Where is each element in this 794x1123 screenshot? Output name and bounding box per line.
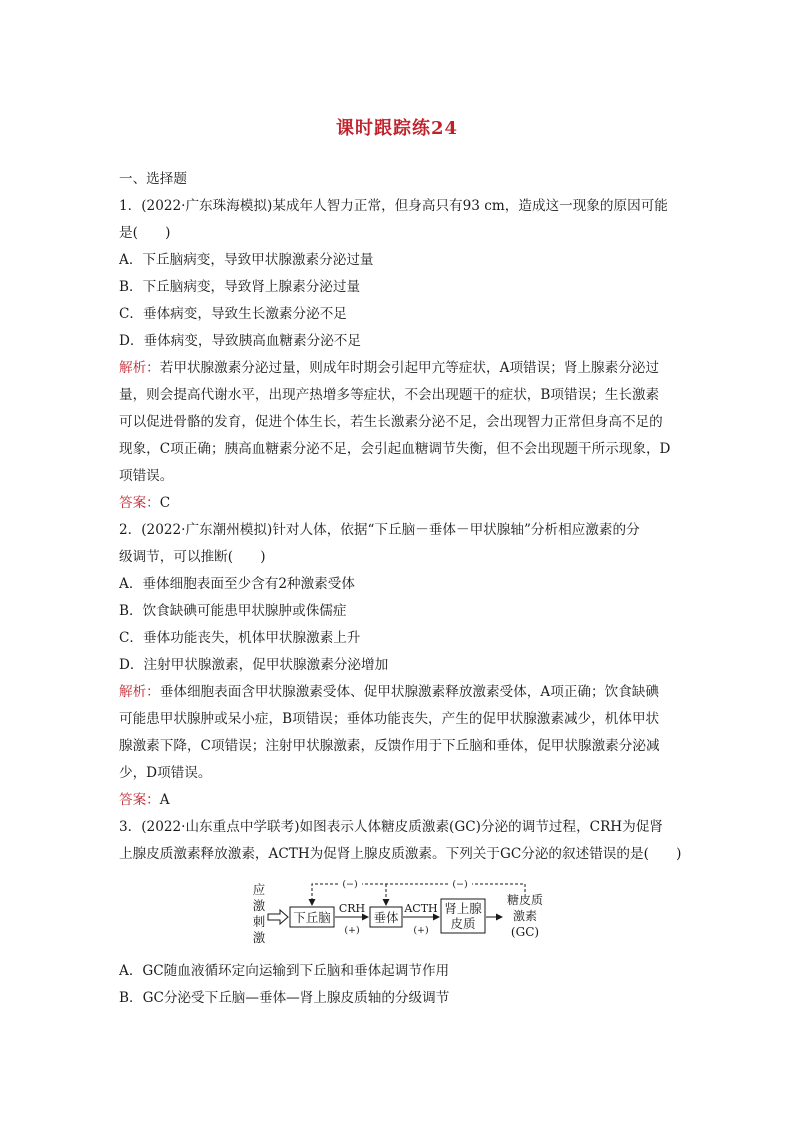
gc-label-line: 糖皮质	[506, 893, 544, 907]
q1-analysis-line: 项错误。	[119, 468, 174, 484]
stimulus-char: 激	[252, 930, 266, 945]
feedback-minus: (−)	[342, 879, 358, 890]
analysis-label: 解析：	[119, 360, 160, 376]
q2-option-d: D．注射甲状腺激素，促甲状腺激素分泌增加	[119, 657, 389, 673]
q2-analysis-line: 腺激素下降，C项错误；注射甲状腺激素，反馈作用于下丘脑和垂体，促甲状腺激素分泌减	[119, 738, 660, 754]
q1-stem-line: 1．(2022·广东珠海模拟)某成年人智力正常，但身高只有93 cm，造成这一现象的原因可能	[119, 198, 668, 214]
q1-answer	[119, 490, 689, 517]
stimulus-char: 应	[252, 882, 266, 897]
question-3	[119, 814, 689, 1012]
answer-label: 答案：	[119, 495, 160, 511]
pituitary-label: 垂体	[373, 910, 399, 925]
adrenal-label-line: 肾上腺	[444, 901, 482, 916]
adrenal-label-line: 皮质	[450, 916, 476, 931]
q2-option-a: A．垂体细胞表面至少含有2种激素受体	[119, 576, 355, 592]
q2-analysis-line	[119, 679, 689, 706]
answer-label: 答案：	[119, 792, 160, 808]
crh-label: CRH	[338, 902, 366, 915]
hypothalamus-label: 下丘脑	[293, 910, 331, 925]
answer-value: A	[159, 792, 170, 808]
q2-option-b: B．饮食缺碘可能患甲状腺肿或侏儒症	[119, 603, 347, 619]
section-heading: 一、选择题	[119, 171, 187, 187]
q2-analysis-line: 可能患甲状腺肿或呆小症，B项错误；垂体功能丧失，产生的促甲状腺激素减少，机体甲状	[119, 711, 660, 727]
q1-analysis-line: 现象，C项正确；胰高血糖素分泌不足，会引起血糖调节失衡，但不会出现题干所示现象，D	[119, 441, 671, 457]
acth-label: ACTH	[404, 902, 438, 915]
analysis-label: 解析：	[119, 684, 160, 700]
q3-option-b: B．GC分泌受下丘脑—垂体—肾上腺皮质轴的分级调节	[119, 990, 450, 1006]
q1-analysis-line	[119, 355, 689, 382]
answer-value: C	[159, 495, 171, 511]
q1-option-a: A．下丘脑病变，导致甲状腺激素分泌过量	[119, 252, 374, 268]
gc-label-line: 激素	[512, 909, 538, 923]
q3-stem-line: 3．(2022·山东重点中学联考)如图表示人体糖皮质激素(GC)分泌的调节过程，CRH为促肾	[119, 819, 663, 835]
q1-option-b: B．下丘脑病变，导致肾上腺素分泌过量	[119, 279, 361, 295]
q1-option-d: D．垂体病变，导致胰高血糖素分泌不足	[119, 333, 361, 349]
gc-regulation-diagram	[119, 874, 689, 958]
q1-option-c: C．垂体病变，导致生长激素分泌不足	[119, 306, 347, 322]
question-1	[119, 193, 689, 517]
analysis-text: 垂体细胞表面含甲状腺激素受体、促甲状腺激素释放激素受体，A项正确；饮食缺碘	[159, 684, 659, 700]
question-2	[119, 517, 689, 814]
gc-label-line: (GC)	[510, 925, 540, 939]
stimulus-arrow	[268, 910, 288, 924]
stimulus-char: 激	[252, 898, 266, 913]
q2-analysis-line: 少，D项错误。	[119, 765, 212, 781]
crh-plus: (+)	[344, 925, 360, 936]
q2-stem-line: 级调节，可以推断( )	[119, 549, 266, 565]
diagram-svg	[250, 874, 560, 958]
q1-stem-line: 是( )	[119, 225, 171, 241]
page-title: 课时跟踪练24	[335, 118, 459, 139]
question-content	[119, 166, 689, 1012]
q2-answer	[119, 787, 689, 814]
q3-option-a: A．GC随血液循环定向运输到下丘脑和垂体起调节作用	[119, 963, 450, 979]
q3-stem-line: 上腺皮质激素释放激素，ACTH为促肾上腺皮质激素。下列关于GC分泌的叙述错误的是( )	[119, 846, 682, 862]
q2-stem-line: 2．(2022·广东潮州模拟)针对人体，依据“下丘脑－垂体－甲状腺轴”分析相应激素的分	[119, 522, 640, 538]
analysis-text: 若甲状腺激素分泌过量，则成年时期会引起甲亢等症状，A项错误；肾上腺素分泌过	[159, 360, 659, 376]
q2-option-c: C．垂体功能丧失，机体甲状腺激素上升	[119, 630, 361, 646]
q1-analysis-line: 量，则会提高代谢水平，出现产热增多等症状，不会出现题干的症状，B项错误；生长激素	[119, 387, 660, 403]
q1-analysis-line: 可以促进骨骼的发育，促进个体生长，若生长激素分泌不足，会出现智力正常但身高不足的	[119, 414, 663, 430]
acth-plus: (+)	[413, 925, 429, 936]
stimulus-char: 刺	[252, 914, 266, 929]
feedback-minus: (−)	[452, 879, 468, 890]
